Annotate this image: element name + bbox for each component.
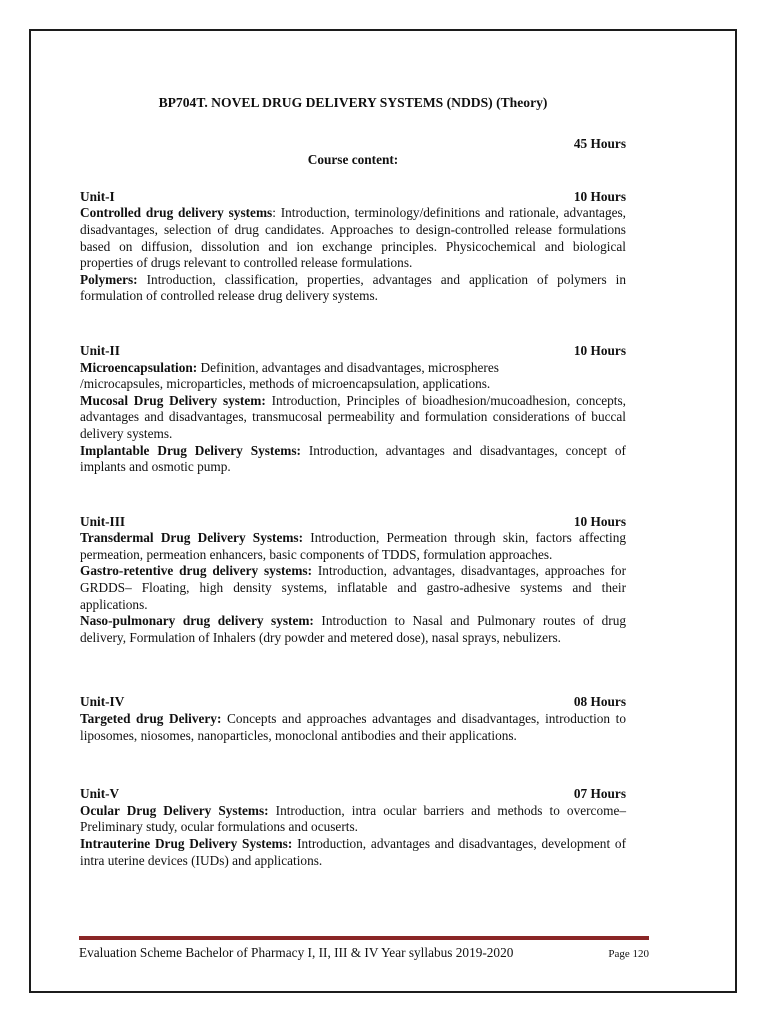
unit-section [80,343,626,476]
page-number: Page 120 [608,948,649,960]
topic-text: Concepts and approaches advantages and disadvantages, introduction to liposomes, niosomes, nanoparticles, monoclonal antibodies and their applications. [80,711,626,743]
unit-paragraph [80,613,626,646]
topic-text: Introduction, advantages, disadvantages, approaches for GRDDS– Floating, high density systems, inflatable and gastro-adhesive systems and their applications. [80,563,626,612]
unit-paragraph [80,530,626,563]
unit-name: Unit-V [80,786,120,802]
topic-text: Definition, advantages and disadvantages, microspheres /microcapsules, microparticles, methods of microencapsulation, applications. [80,359,499,392]
topic-lead: Transdermal Drug Delivery Systems: [80,530,304,546]
unit-paragraph [80,803,626,836]
course-content-heading: Course content: [307,152,399,168]
topic-lead: Gastro-retentive drug delivery systems: [80,563,313,579]
unit-header [80,343,626,360]
topic-lead: Targeted drug Delivery: [80,711,222,727]
unit-paragraph [80,272,626,305]
footer-citation: Evaluation Scheme Bachelor of Pharmacy I, II, III & IV Year syllabus 2019-2020 [79,945,514,960]
topic-lead: Intrauterine Drug Delivery Systems: [80,836,293,851]
course-title: BP704T. NOVEL DRUG DELIVERY SYSTEMS (NDDS) (Theory) [158,95,548,110]
topic-lead: Polymers: [80,271,138,287]
topic-text: Introduction to Nasal and Pulmonary routes of drug delivery, Formulation of Inhalers (dry powder and metered dose), nasal sprays, nebulizers. [80,613,626,645]
topic-lead: Mucosal Drug Delivery system: [80,392,266,408]
topic-lead: Controlled drug delivery systems [80,205,273,221]
unit-header [80,694,626,711]
topic-text: Introduction, advantages and disadvantages, development of intra uterine devices (IUDs) and applications. [80,836,626,868]
unit-section [80,189,626,305]
topic-text: Introduction, classification, properties, advantages and application of polymers in formulation of controlled release drug delivery systems. [80,271,626,304]
topic-lead: Implantable Drug Delivery Systems: [80,442,301,458]
unit-name: Unit-I [80,188,115,204]
topic-text: Introduction, intra ocular barriers and methods to overcome– Preliminary study, ocular formulations and ocuserts. [80,802,626,835]
unit-hours: 10 Hours [573,342,626,358]
unit-name: Unit-II [80,342,120,358]
unit-hours: 10 Hours [573,513,626,529]
unit-name: Unit-III [80,513,126,529]
topic-lead: Naso-pulmonary drug delivery system: [80,613,314,629]
unit-hours: 07 Hours [573,786,626,802]
unit-header [80,189,626,206]
unit-header [80,786,626,803]
total-hours: 45 Hours [573,135,626,151]
unit-section [80,694,626,744]
unit-hours: 10 Hours [573,188,626,204]
unit-paragraph [80,443,626,476]
unit-paragraph [80,360,626,393]
unit-paragraph [80,393,626,443]
unit-hours: 08 Hours [573,694,626,710]
page-content [80,0,626,869]
unit-section [80,786,626,869]
topic-text: Introduction, Principles of bioadhesion/mucoadhesion, concepts, advantages and disadvantages, transmucosal permeability and formulation considerations of buccal delivery systems. [80,392,626,441]
unit-paragraph [80,836,626,869]
topic-text: Introduction, Permeation through skin, factors affecting permeation, permeation enhancers, basic components of TDDS, formulation approaches. [80,530,626,562]
unit-paragraph [80,205,626,271]
unit-header [80,514,626,531]
topic-lead: Ocular Drug Delivery Systems: [80,802,269,818]
unit-paragraph [80,711,626,744]
topic-lead: Microencapsulation: [80,359,198,375]
unit-paragraph [80,563,626,613]
unit-name: Unit-IV [80,694,125,710]
topic-text: Introduction, advantages and disadvantages, concept of implants and osmotic pump. [80,442,626,475]
topic-text: : Introduction, terminology/definitions and rationale, advantages, disadvantages, selection of drug candidates. Approaches to design-controlled release formulations based on diffusion, dissolution and ion exchange principles. Physicochemical and biological properties of drugs relevant to controlled release formulations. [80,205,626,271]
page-footer [79,936,649,961]
unit-section [80,514,626,647]
